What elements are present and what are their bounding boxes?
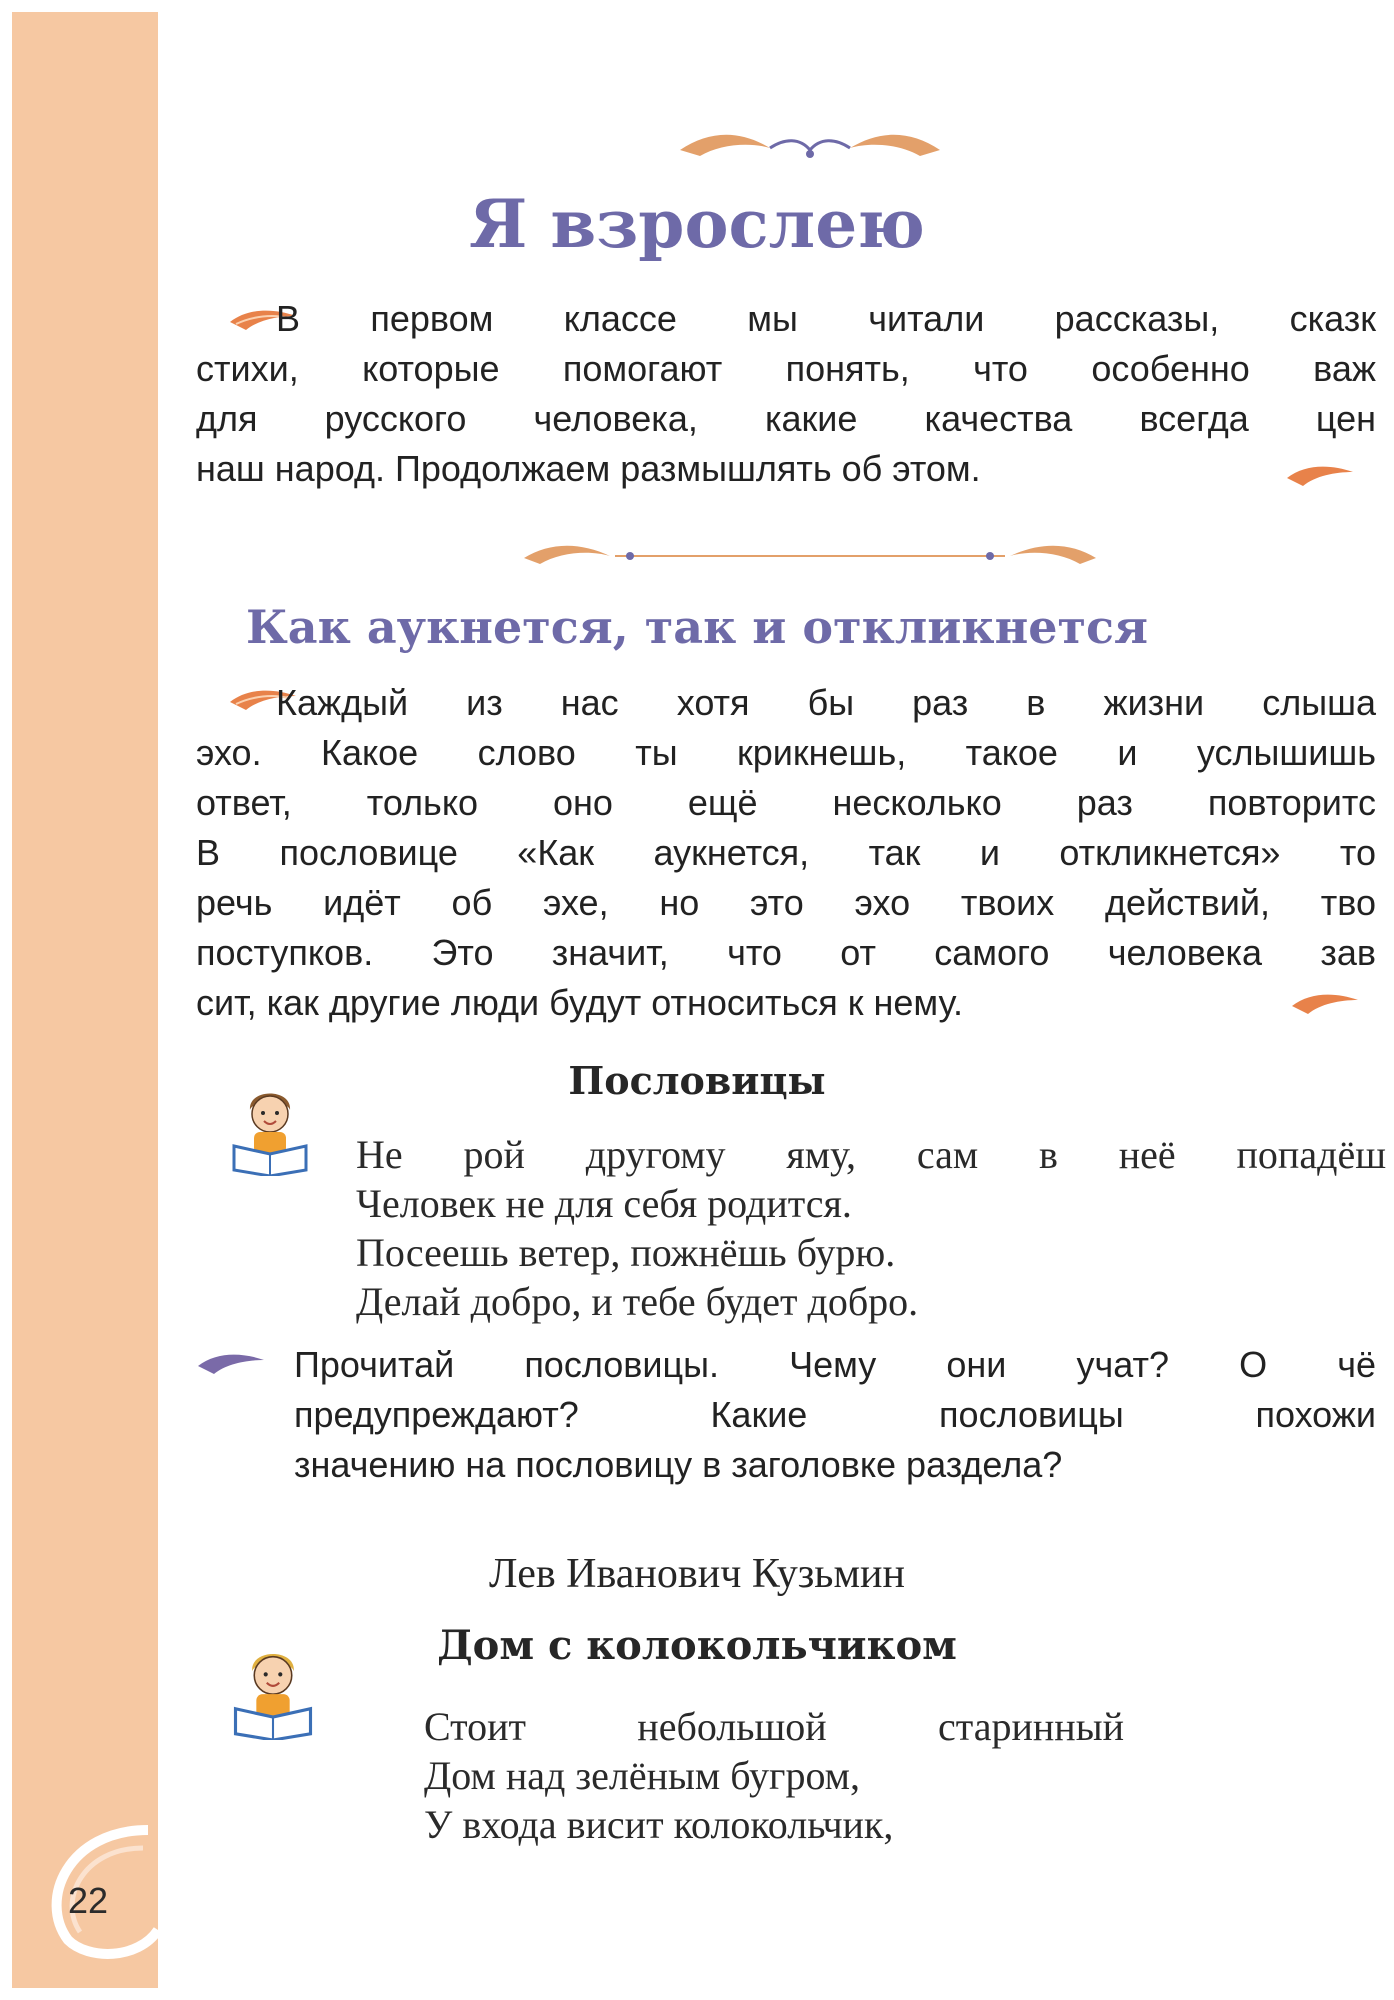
section-line-6: поступков. Это значит, что от самого человека зав xyxy=(196,932,1376,973)
main-title: Я взрослею xyxy=(469,185,925,263)
purple-leaf-icon xyxy=(196,1350,266,1376)
question-line-2: предупреждают? Какие пословицы похожи xyxy=(294,1394,1376,1435)
poem-lines xyxy=(424,1702,1124,1849)
side-band xyxy=(12,12,158,1988)
question-paragraph xyxy=(294,1340,1376,1490)
proverbs-heading: Пословицы xyxy=(568,1058,826,1103)
poem-author: Лев Иванович Кузьмин xyxy=(489,1551,905,1597)
proverb-item: Посеешь ветер, пожнёшь бурю. xyxy=(356,1230,896,1275)
question-line-1: Прочитай пословицы. Чему они учат? О чё xyxy=(294,1344,1376,1385)
top-ornament xyxy=(670,128,950,168)
reading-boy-icon xyxy=(228,1080,312,1176)
intro-line-3: для русского человека, какие качества всегда цен xyxy=(196,398,1376,439)
section-line-4: В пословице «Как аукнется, так и откликнется» то xyxy=(196,832,1376,873)
reading-boy-icon xyxy=(228,1640,318,1740)
intro-line-1: В первом классе мы читали рассказы, сказк xyxy=(276,298,1376,339)
poem-line: Дом над зелёным бугром, xyxy=(424,1753,860,1798)
section-line-2: эхо. Какое слово ты крикнешь, такое и услышишь xyxy=(196,732,1376,773)
poem-line: Стоит небольшой старинный xyxy=(424,1704,1124,1749)
section-line-1: Каждый из нас хотя бы раз в жизни слыша xyxy=(276,682,1376,723)
intro-paragraph xyxy=(196,294,1376,494)
section-paragraph xyxy=(196,678,1376,1028)
proverb-item: Не рой другому яму, сам в неё попадёш xyxy=(356,1132,1386,1177)
section-line-3: ответ, только оно ещё несколько раз повторитс xyxy=(196,782,1376,823)
poem-title: Дом с колокольчиком xyxy=(437,1622,957,1669)
divider-ornament xyxy=(520,538,1100,572)
page-number: 22 xyxy=(68,1880,109,1921)
intro-line-4: наш народ. Продолжаем размышлять об этом. xyxy=(196,448,981,489)
leaf-end-icon xyxy=(1290,990,1360,1016)
section-line-5: речь идёт об эхе, но это эхо твоих действий, тво xyxy=(196,882,1376,923)
section-title: Как аукнется, так и откликнется xyxy=(245,600,1149,654)
leaf-end-icon xyxy=(1285,462,1355,488)
proverb-item: Делай добро, и тебе будет добро. xyxy=(356,1279,919,1324)
poem-line: У входа висит колокольчик, xyxy=(424,1802,894,1847)
question-line-3: значению на пословицу в заголовке раздела? xyxy=(294,1444,1063,1485)
section-line-7: сит, как другие люди будут относиться к нему. xyxy=(196,982,963,1023)
proverb-item: Человек не для себя родится. xyxy=(356,1181,852,1226)
intro-line-2: стихи, которые помогают понять, что особенно важ xyxy=(196,348,1376,389)
proverbs-list xyxy=(356,1130,1386,1326)
